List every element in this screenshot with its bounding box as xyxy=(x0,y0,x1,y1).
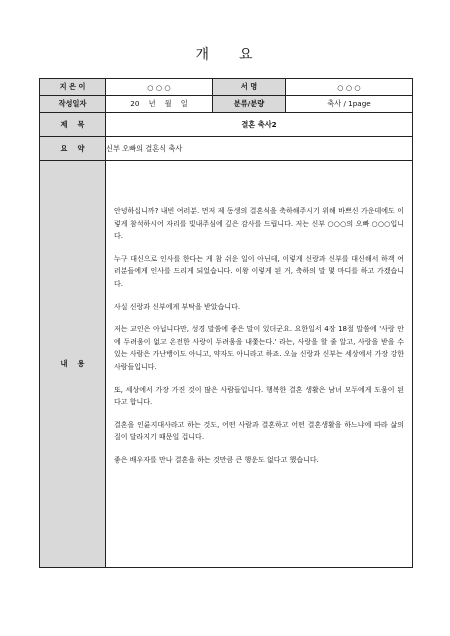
content-paragraph-3: 사실 신랑과 신부에게 부탁을 받았습니다. xyxy=(114,302,241,311)
content-paragraph-4: 저는 교인은 아닙니다만, 성경 말씀에 좋은 말이 있더군요. 요한일서 4장 18절 말씀에 '사랑 안에 두려움이 없고 온전한 사랑이 두려움을 내쫓는다.' 라는, 사랑을 할 줄 알고, 사랑을 받을 수 있는 사람은 가난뱅이도 아니고, 약자도 아니라고 하죠. 오늘 신랑과 신부는 세상에서 가장 강한 사람들입니다. xyxy=(114,325,404,371)
content-paragraph-2: 누구 대신으로 인사를 한다는 게 참 쉬운 일이 아닌데, 이렇게 신랑과 신부를 대신해서 하객 여러분들에게 인사를 드리게 되었습니다. 이왕 이렇게 된 거, 축하의 말 몇 마디를 하고 가겠습니다. xyxy=(114,254,404,288)
content-paragraph-7: 좋은 배우자를 만나 결혼을 하는 것만큼 큰 행운도 없다고 했습니다. xyxy=(114,455,319,464)
content-paragraph-5: 또, 세상에서 가장 가진 것이 많은 사람들입니다. 행복한 결혼 생활은 남녀 모두에게 도움이 된다고 합니다. xyxy=(114,385,404,407)
signature-label: 서 명 xyxy=(213,79,286,96)
content-text xyxy=(106,161,412,487)
summary-value: 신부 오빠의 결혼식 축사 xyxy=(106,137,413,161)
content-label: 내 용 xyxy=(40,161,106,568)
category-value: 축사 / 1page xyxy=(286,96,413,113)
subject-value: 결혼 축사2 xyxy=(106,113,413,137)
summary-label: 요 약 xyxy=(40,137,106,161)
date-value: 20 년 월 일 xyxy=(106,96,213,113)
signature-value: ○ ○ ○ xyxy=(286,79,413,96)
heading-char-2: 요 xyxy=(239,47,255,63)
subject-label: 제 목 xyxy=(40,113,106,137)
content-body xyxy=(106,161,413,568)
heading-char-1: 개 xyxy=(195,47,211,63)
content-paragraph-6: 결혼을 인륜지대사라고 하는 것도, 어떤 사람과 결혼하고 어떤 결혼생활을 하느냐에 따라 삶의 질이 달라지기 때문일 겁니다. xyxy=(114,420,404,442)
author-value: ○ ○ ○ xyxy=(106,79,213,96)
author-label: 지 은 이 xyxy=(40,79,106,96)
category-label: 분류/분량 xyxy=(213,96,286,113)
document-heading xyxy=(0,44,450,64)
content-paragraph-1: 안녕하십니까? 내빈 여러분. 먼저 제 동생의 결혼식을 축하해주시기 위해 바쁘신 가운데에도 이렇게 참석하시어 자리를 빛내주심에 깊은 감사를 드립니다. 저는 신부 ○○○의 오빠 ○○○입니다. xyxy=(114,207,404,241)
summary-form-table xyxy=(39,78,413,568)
date-label: 작성일자 xyxy=(40,96,106,113)
